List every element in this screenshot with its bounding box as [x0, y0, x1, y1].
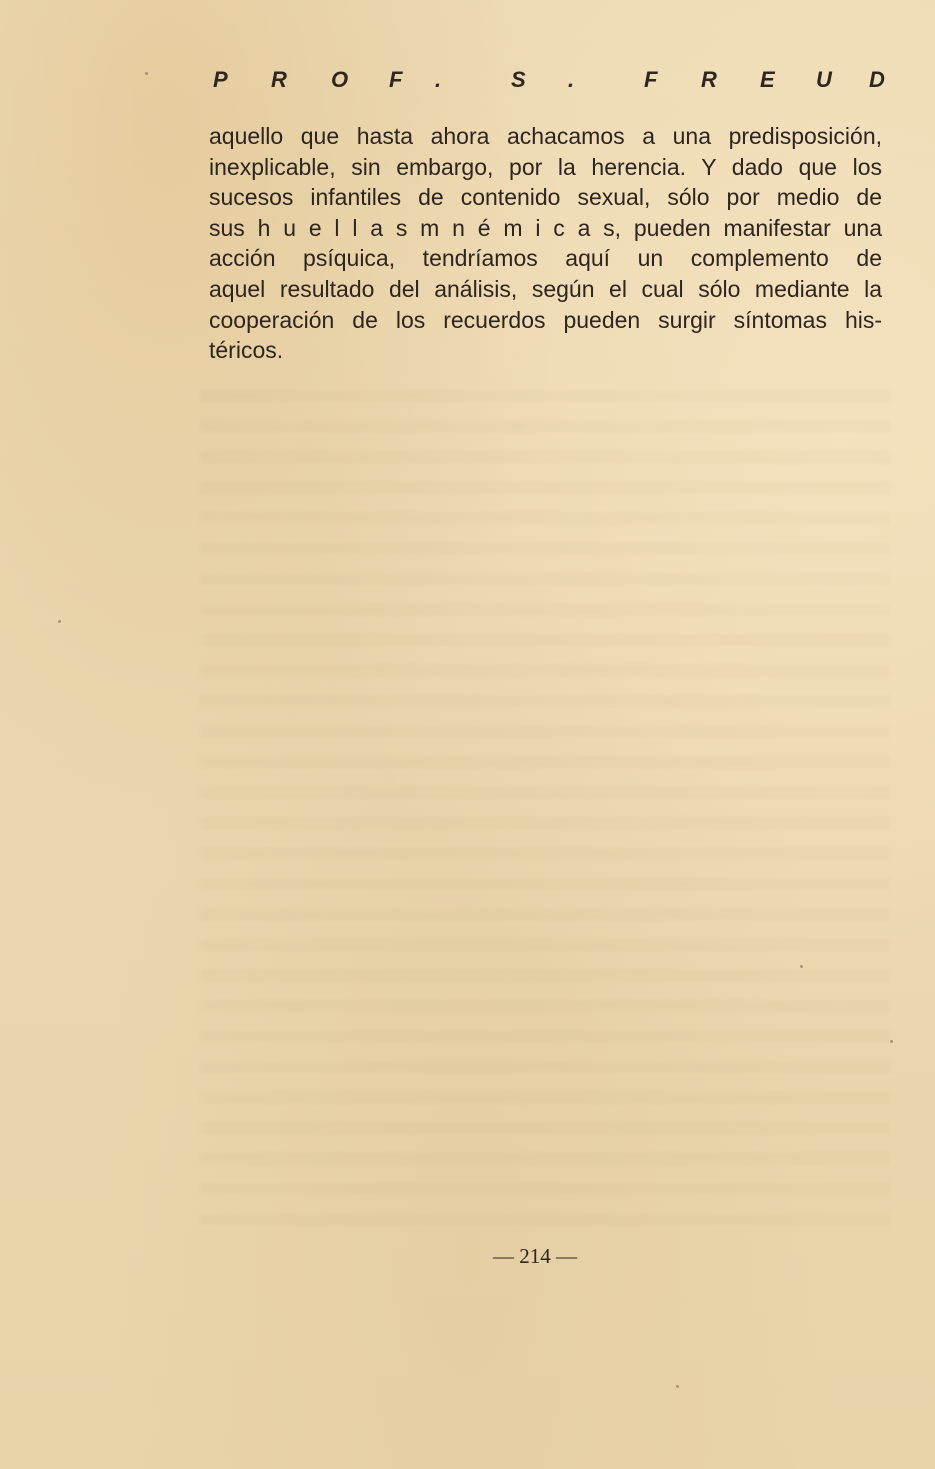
running-head-letter: S	[511, 67, 526, 92]
running-head	[213, 67, 893, 101]
paper-speck	[58, 620, 61, 623]
text-line: cooperación de los recuerdos pueden surgir síntomas his-	[209, 306, 882, 333]
page-number: — 214 —	[493, 1244, 577, 1268]
text-line: acción psíquica, tendríamos aquí un complemento de	[209, 245, 882, 272]
running-head-letter: D	[869, 67, 885, 92]
running-head-letter: O	[331, 67, 349, 92]
running-head-letter: P	[213, 67, 228, 92]
body-paragraph	[209, 121, 882, 366]
text-line: aquel resultado del análisis, según el cual sólo mediante la	[209, 275, 882, 302]
running-head-letter: F	[389, 67, 403, 92]
show-through-from-reverse	[200, 390, 890, 1240]
text-line: aquello que hasta ahora achacamos a una predisposición,	[209, 123, 882, 149]
text-line: sus h u e l l a s m n é m i c a s, pueden manifestar una	[209, 214, 882, 241]
running-head-letter: E	[760, 67, 775, 92]
text-line: inexplicable, sin embargo, por la herencia. Y dado que los	[209, 153, 882, 180]
paper-speck	[800, 965, 803, 968]
running-head-letter: .	[568, 67, 575, 92]
paper-speck	[890, 1040, 893, 1043]
paper-speck	[676, 1385, 679, 1388]
running-head-letter: R	[271, 67, 287, 92]
paper-speck	[145, 72, 148, 75]
text-line: sucesos infantiles de contenido sexual, sólo por medio de	[209, 184, 882, 211]
running-head-letter: U	[816, 67, 832, 92]
running-head-letter: .	[435, 67, 442, 92]
running-head-letter: R	[701, 67, 717, 92]
text-line: téricos.	[209, 337, 284, 364]
running-head-letter: F	[644, 67, 658, 92]
